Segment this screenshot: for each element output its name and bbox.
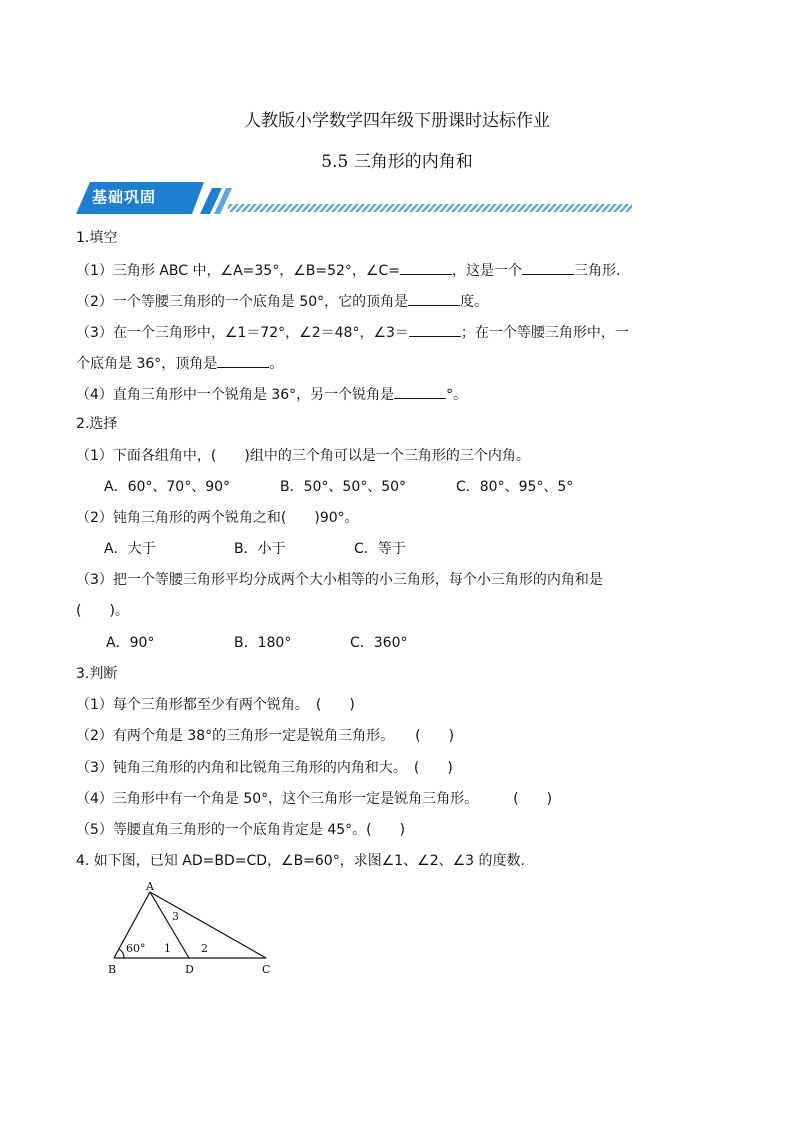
- label-angle-b: 60°: [126, 942, 146, 955]
- q1-item-3-cont: 个底角是 36°，顶角是 。: [76, 352, 283, 374]
- q2-heading: 2.选择: [76, 416, 118, 432]
- q3-item-3: （3）钝角三角形的内角和比锐角三角形的内角和大。 ( ): [76, 760, 453, 776]
- label-c: C: [262, 963, 271, 976]
- q1-item-2: （2）一个等腰三角形的一个底角是 50°，它的顶角是 度。: [76, 290, 488, 312]
- option-b[interactable]: B．50°、50°、50°: [280, 479, 407, 495]
- option-c[interactable]: C．360°: [350, 635, 408, 651]
- label-angle-2: 2: [201, 942, 208, 955]
- document-title: 人教版小学数学四年级下册课时达标作业: [244, 111, 550, 131]
- answer-blank[interactable]: [217, 352, 269, 368]
- q1-item-4: （4）直角三角形中一个锐角是 36°，另一个锐角是 °。: [76, 383, 467, 405]
- q3-item-4: （4）三角形中有一个角是 50°，这个三角形一定是锐角三角形。 ( ): [76, 791, 553, 807]
- document-subtitle: 5.5 三角形的内角和: [321, 152, 473, 172]
- q1-heading: 1.填空: [76, 230, 118, 246]
- label-b: B: [108, 963, 117, 976]
- label-d: D: [185, 963, 194, 976]
- q1-item-3: （3）在一个三角形中，∠1＝72°，∠2＝48°，∠3＝ ；在一个等腰三角形中，一: [76, 321, 629, 343]
- q3-item-2: （2）有两个角是 38°的三角形一定是锐角三角形。 ( ): [76, 728, 455, 744]
- label-angle-3: 3: [172, 910, 179, 923]
- option-a[interactable]: A．大于: [104, 541, 156, 557]
- q2-item-2: （2）钝角三角形的两个锐角之和( )90°。: [76, 510, 359, 526]
- q2-item-3-options: [106, 633, 408, 653]
- option-a[interactable]: A．60°、70°、90°: [104, 479, 231, 495]
- answer-blank[interactable]: [408, 290, 460, 306]
- option-c[interactable]: C．80°、95°、5°: [456, 479, 574, 495]
- option-c[interactable]: C．等于: [354, 541, 406, 557]
- q2-item-2-options: [104, 539, 406, 559]
- label-a: A: [146, 880, 154, 893]
- q2-item-1: （1）下面各组角中，( )组中的三个角可以是一个三角形的三个内角。: [76, 448, 530, 464]
- triangle-figure: [100, 876, 290, 986]
- q2-item-1-options: [104, 477, 573, 497]
- answer-blank[interactable]: [394, 383, 446, 399]
- answer-blank[interactable]: [400, 259, 452, 275]
- option-b[interactable]: B．180°: [234, 635, 292, 651]
- label-angle-1: 1: [164, 942, 171, 955]
- q4-text: 4. 如下图，已知 AD=BD=CD，∠B=60°，求图∠1、∠2、∠3 的度数.: [76, 853, 525, 869]
- banner-graphic: [76, 180, 636, 216]
- option-b[interactable]: B．小于: [234, 541, 286, 557]
- q3-heading: 3.判断: [76, 666, 118, 682]
- answer-blank[interactable]: [522, 259, 574, 275]
- q3-item-5: （5）等腰直角三角形的一个底角肯定是 45°。( ): [76, 822, 406, 838]
- q2-item-3: （3）把一个等腰三角形平均分成两个大小相等的小三角形，每个小三角形的内角和是: [76, 572, 603, 588]
- option-a[interactable]: A．90°: [106, 635, 155, 651]
- q1-item-1: （1）三角形 ABC 中，∠A=35°，∠B=52°，∠C= ，这是一个 三角形.: [76, 259, 620, 281]
- banner-label: 基础巩固: [92, 188, 157, 206]
- answer-blank[interactable]: [409, 321, 461, 337]
- q2-item-3-cont: ( )。: [76, 603, 129, 619]
- section-banner: [76, 180, 636, 216]
- q3-item-1: （1）每个三角形都至少有两个锐角。 ( ): [76, 697, 355, 713]
- angle-b-arc: [119, 949, 124, 958]
